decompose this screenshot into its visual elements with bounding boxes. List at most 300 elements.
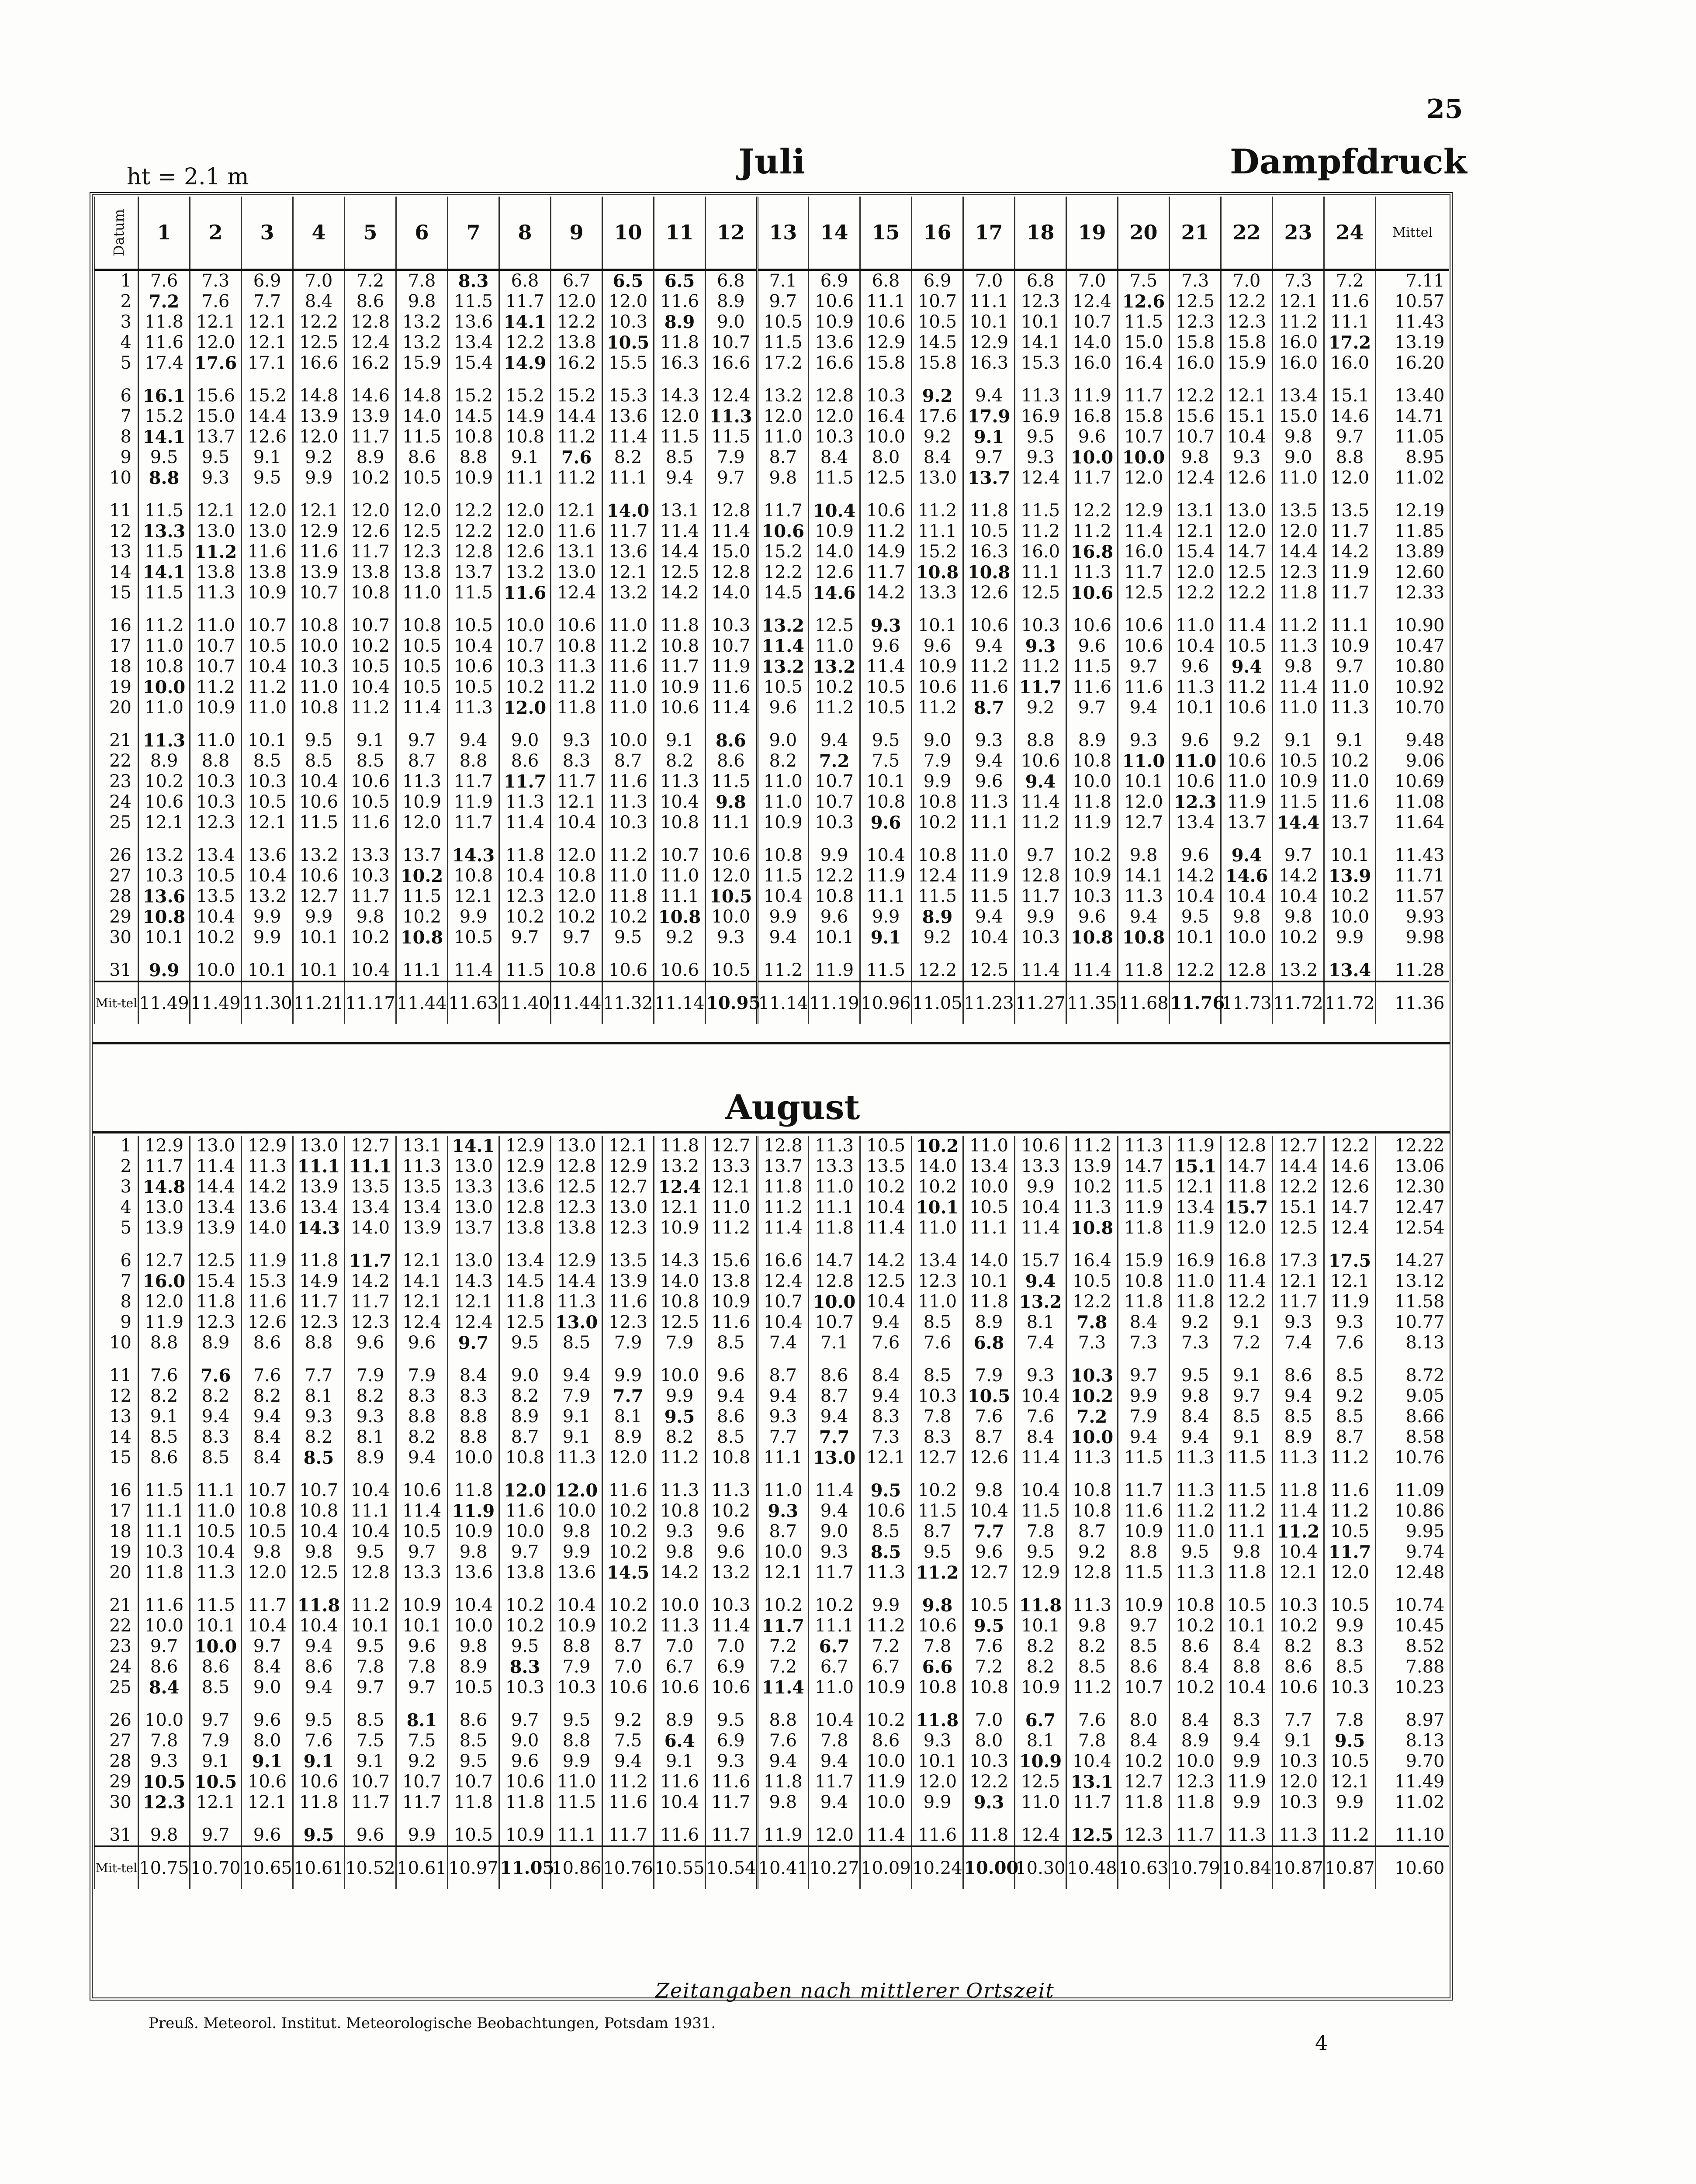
hourly-mean-cell: 11.21 (293, 981, 345, 1024)
day-cell: 19 (95, 1542, 138, 1562)
daily-mean-cell: 12.60 (1376, 562, 1449, 583)
value-cell: 11.3 (1118, 1136, 1170, 1156)
value-cell: 11.5 (1221, 1448, 1273, 1468)
value-cell: 11.4 (1118, 521, 1170, 542)
table-row (95, 792, 1449, 812)
day-cell: 21 (95, 718, 138, 751)
value-cell: 11.9 (1066, 373, 1118, 406)
value-cell: 10.8 (1066, 751, 1118, 771)
hourly-mean-cell: 11.30 (242, 981, 293, 1024)
value-cell: 9.4 (963, 907, 1015, 927)
value-cell: 12.0 (757, 406, 809, 427)
value-cell: 9.7 (1015, 833, 1066, 866)
value-cell: 9.2 (1221, 718, 1273, 751)
value-cell: 15.0 (190, 406, 242, 427)
value-cell: 13.4 (912, 1238, 963, 1271)
hourly-mean-cell: 11.49 (190, 981, 242, 1024)
value-cell: 7.9 (345, 1353, 396, 1386)
value-cell: 13.7 (1324, 812, 1376, 833)
value-cell: 10.3 (138, 1542, 190, 1562)
value-cell: 12.0 (345, 488, 396, 521)
value-cell: 12.2 (551, 312, 602, 332)
value-cell: 8.6 (499, 751, 551, 771)
value-cell: 10.5 (1066, 1271, 1118, 1292)
value-cell: 11.3 (1273, 1448, 1324, 1468)
value-cell: 9.7 (138, 1636, 190, 1657)
value-cell: 11.7 (809, 1562, 860, 1583)
value-cell: 9.0 (242, 1677, 293, 1698)
value-cell: 12.2 (1170, 583, 1221, 603)
value-cell: 10.5 (963, 1386, 1015, 1406)
value-cell: 11.8 (190, 1292, 242, 1312)
value-cell: 11.1 (345, 1501, 396, 1521)
value-cell: 9.4 (757, 1751, 809, 1772)
value-cell: 7.3 (860, 1427, 912, 1448)
value-cell: 12.3 (602, 1218, 654, 1238)
daily-mean-cell: 13.40 (1376, 373, 1449, 406)
august-header-rule (92, 1131, 1450, 1133)
value-cell: 9.9 (1324, 927, 1376, 948)
mittel-header: Mittel (1376, 197, 1449, 270)
hour-header: 17 (963, 197, 1015, 270)
value-cell: 10.2 (345, 927, 396, 948)
value-cell: 10.2 (551, 907, 602, 927)
value-cell: 9.9 (293, 907, 345, 927)
value-cell: 15.3 (1015, 353, 1066, 373)
hour-header: 18 (1015, 197, 1066, 270)
value-cell: 11.7 (706, 1813, 757, 1846)
value-cell: 11.0 (1170, 1271, 1221, 1292)
value-cell: 10.6 (1118, 636, 1170, 657)
value-cell: 9.4 (860, 1386, 912, 1406)
value-cell: 11.2 (1221, 677, 1273, 698)
value-cell: 9.4 (860, 1312, 912, 1333)
value-cell: 8.6 (809, 1353, 860, 1386)
datum-header-label: Datum (110, 209, 127, 256)
value-cell: 11.1 (757, 1448, 809, 1468)
value-cell: 7.7 (602, 1386, 654, 1406)
value-cell: 12.4 (654, 1177, 706, 1197)
value-cell: 14.0 (396, 406, 448, 427)
value-cell: 13.5 (1324, 488, 1376, 521)
value-cell: 12.2 (448, 488, 499, 521)
value-cell: 11.8 (499, 833, 551, 866)
value-cell: 11.8 (293, 1583, 345, 1616)
value-cell: 10.0 (190, 948, 242, 981)
hourly-mean-cell: 11.72 (1273, 981, 1324, 1024)
value-cell: 9.4 (963, 373, 1015, 406)
table-row (95, 771, 1449, 792)
july-table (94, 197, 1449, 1024)
value-cell: 11.9 (1324, 562, 1376, 583)
value-cell: 11.8 (1066, 792, 1118, 812)
value-cell: 10.1 (138, 927, 190, 948)
value-cell: 8.4 (809, 447, 860, 468)
value-cell: 8.6 (706, 751, 757, 771)
value-cell: 11.5 (757, 866, 809, 886)
value-cell: 8.5 (1273, 1406, 1324, 1427)
value-cell: 10.4 (293, 1521, 345, 1542)
value-cell: 9.4 (809, 1406, 860, 1427)
hourly-mean-cell: 10.55 (654, 1846, 706, 1889)
value-cell: 10.5 (345, 657, 396, 677)
value-cell: 10.4 (860, 833, 912, 866)
value-cell: 7.9 (190, 1731, 242, 1751)
value-cell: 13.2 (396, 312, 448, 332)
value-cell: 13.0 (551, 562, 602, 583)
table-row (95, 636, 1449, 657)
value-cell: 7.7 (757, 1427, 809, 1448)
value-cell: 12.2 (448, 521, 499, 542)
table-row (95, 1238, 1449, 1271)
daily-mean-cell: 8.97 (1376, 1698, 1449, 1731)
value-cell: 12.3 (1170, 792, 1221, 812)
hourly-mean-cell: 10.27 (809, 1846, 860, 1889)
value-cell: 13.1 (1170, 488, 1221, 521)
value-cell: 8.5 (190, 1677, 242, 1698)
value-cell: 11.3 (396, 1156, 448, 1177)
daily-mean-cell: 12.33 (1376, 583, 1449, 603)
value-cell: 9.1 (963, 427, 1015, 447)
value-cell: 8.2 (242, 1386, 293, 1406)
hourly-mean-cell: 11.63 (448, 981, 499, 1024)
value-cell: 10.0 (654, 1353, 706, 1386)
table-row (95, 1751, 1449, 1772)
value-cell: 9.4 (190, 1406, 242, 1427)
value-cell: 10.0 (809, 1292, 860, 1312)
value-cell: 11.7 (757, 1616, 809, 1636)
table-row (95, 1772, 1449, 1792)
value-cell: 15.9 (396, 353, 448, 373)
value-cell: 14.1 (138, 427, 190, 447)
value-cell: 12.5 (1118, 583, 1170, 603)
value-cell: 11.7 (499, 771, 551, 792)
value-cell: 15.4 (448, 353, 499, 373)
value-cell: 9.4 (242, 1406, 293, 1427)
value-cell: 12.0 (396, 488, 448, 521)
hour-header: 16 (912, 197, 963, 270)
value-cell: 7.8 (1066, 1731, 1118, 1751)
value-cell: 10.8 (293, 1501, 345, 1521)
value-cell: 11.7 (293, 1292, 345, 1312)
value-cell: 11.5 (706, 427, 757, 447)
table-row (95, 698, 1449, 718)
value-cell: 11.9 (448, 1501, 499, 1521)
value-cell: 10.7 (706, 332, 757, 353)
value-cell: 11.3 (1324, 698, 1376, 718)
value-cell: 11.7 (345, 542, 396, 562)
value-cell: 11.3 (1170, 1468, 1221, 1501)
value-cell: 10.4 (1066, 1751, 1118, 1772)
value-cell: 16.3 (654, 353, 706, 373)
value-cell: 10.3 (138, 866, 190, 886)
value-cell: 7.6 (293, 1731, 345, 1751)
value-cell: 10.8 (654, 1501, 706, 1521)
value-cell: 12.4 (757, 1271, 809, 1292)
value-cell: 8.0 (860, 447, 912, 468)
hourly-mean-cell: 10.48 (1066, 1846, 1118, 1889)
value-cell: 10.2 (757, 1583, 809, 1616)
value-cell: 10.4 (654, 792, 706, 812)
value-cell: 8.8 (551, 1636, 602, 1657)
value-cell: 10.0 (860, 1751, 912, 1772)
value-cell: 11.3 (190, 583, 242, 603)
hour-header: 13 (757, 197, 809, 270)
value-cell: 10.7 (912, 291, 963, 312)
value-cell: 11.7 (138, 1156, 190, 1177)
value-cell: 10.6 (293, 866, 345, 886)
value-cell: 7.5 (860, 751, 912, 771)
value-cell: 7.8 (345, 1657, 396, 1677)
value-cell: 10.5 (860, 1136, 912, 1156)
value-cell: 11.4 (1015, 1448, 1066, 1468)
value-cell: 10.5 (860, 677, 912, 698)
value-cell: 10.8 (396, 927, 448, 948)
value-cell: 9.7 (1324, 657, 1376, 677)
value-cell: 8.4 (242, 1657, 293, 1677)
value-cell: 11.1 (1324, 603, 1376, 636)
value-cell: 9.4 (809, 718, 860, 751)
table-row (95, 1616, 1449, 1636)
value-cell: 11.8 (654, 332, 706, 353)
value-cell: 8.3 (1221, 1698, 1273, 1731)
value-cell: 10.6 (912, 677, 963, 698)
value-cell: 13.2 (757, 603, 809, 636)
value-cell: 11.3 (602, 792, 654, 812)
value-cell: 12.3 (1170, 312, 1221, 332)
daily-mean-cell: 10.74 (1376, 1583, 1449, 1616)
value-cell: 11.0 (1015, 1792, 1066, 1813)
table-row (95, 948, 1449, 981)
value-cell: 10.9 (1066, 866, 1118, 886)
value-cell: 11.3 (860, 1562, 912, 1583)
day-cell: 24 (95, 1657, 138, 1677)
value-cell: 10.5 (757, 312, 809, 332)
value-cell: 8.1 (602, 1406, 654, 1427)
daily-mean-cell: 12.54 (1376, 1218, 1449, 1238)
value-cell: 8.5 (138, 1427, 190, 1448)
value-cell: 9.5 (293, 1813, 345, 1846)
value-cell: 8.3 (551, 751, 602, 771)
value-cell: 13.4 (190, 1197, 242, 1218)
value-cell: 11.9 (860, 866, 912, 886)
value-cell: 9.5 (860, 718, 912, 751)
table-row (95, 886, 1449, 907)
value-cell: 10.6 (1221, 698, 1273, 718)
value-cell: 9.8 (1221, 907, 1273, 927)
value-cell: 12.1 (1273, 1271, 1324, 1292)
value-cell: 10.9 (448, 468, 499, 488)
value-cell: 10.5 (396, 1521, 448, 1542)
value-cell: 13.0 (551, 1136, 602, 1156)
value-cell: 9.6 (396, 1636, 448, 1657)
value-cell: 12.4 (551, 583, 602, 603)
value-cell: 9.7 (190, 1698, 242, 1731)
value-cell: 10.0 (860, 427, 912, 447)
value-cell: 14.7 (1118, 1156, 1170, 1177)
value-cell: 12.2 (912, 948, 963, 981)
value-cell: 13.6 (242, 1197, 293, 1218)
value-cell: 10.5 (963, 1197, 1015, 1218)
value-cell: 7.3 (190, 270, 242, 292)
value-cell: 13.5 (860, 1156, 912, 1177)
value-cell: 17.6 (912, 406, 963, 427)
value-cell: 9.5 (242, 468, 293, 488)
value-cell: 9.7 (1221, 1386, 1273, 1406)
table-row (95, 1468, 1449, 1501)
value-cell: 14.7 (1324, 1197, 1376, 1218)
daily-mean-cell: 7.11 (1376, 270, 1449, 292)
value-cell: 13.4 (1273, 373, 1324, 406)
hourly-mean-cell: 11.44 (396, 981, 448, 1024)
value-cell: 8.5 (1324, 1406, 1376, 1427)
value-cell: 11.0 (1170, 751, 1221, 771)
value-cell: 7.0 (963, 1698, 1015, 1731)
value-cell: 12.1 (448, 886, 499, 907)
value-cell: 12.6 (809, 562, 860, 583)
value-cell: 8.4 (138, 1677, 190, 1698)
value-cell: 15.8 (1221, 332, 1273, 353)
value-cell: 11.0 (1170, 1521, 1221, 1542)
value-cell: 13.9 (396, 1218, 448, 1238)
value-cell: 10.8 (551, 636, 602, 657)
value-cell: 10.9 (1118, 1583, 1170, 1616)
value-cell: 16.0 (1066, 353, 1118, 373)
value-cell: 12.5 (190, 1238, 242, 1271)
value-cell: 11.0 (138, 636, 190, 657)
value-cell: 11.0 (1324, 677, 1376, 698)
value-cell: 13.2 (757, 373, 809, 406)
value-cell: 13.5 (396, 1177, 448, 1197)
value-cell: 6.9 (809, 270, 860, 292)
value-cell: 10.4 (242, 657, 293, 677)
value-cell: 11.5 (1118, 1448, 1170, 1468)
value-cell: 11.7 (1118, 1468, 1170, 1501)
table-row (95, 583, 1449, 603)
value-cell: 11.0 (963, 833, 1015, 866)
daily-mean-cell: 8.95 (1376, 447, 1449, 468)
value-cell: 14.3 (654, 373, 706, 406)
value-cell: 9.9 (757, 907, 809, 927)
value-cell: 11.8 (1170, 1292, 1221, 1312)
value-cell: 13.9 (190, 1218, 242, 1238)
value-cell: 10.6 (242, 1772, 293, 1792)
value-cell: 11.3 (1066, 1583, 1118, 1616)
value-cell: 8.9 (963, 1312, 1015, 1333)
value-cell: 10.7 (293, 583, 345, 603)
value-cell: 15.2 (448, 373, 499, 406)
value-cell: 12.1 (396, 1238, 448, 1271)
value-cell: 11.6 (654, 1772, 706, 1792)
value-cell: 7.6 (190, 291, 242, 312)
value-cell: 9.7 (396, 718, 448, 751)
value-cell: 14.2 (1324, 542, 1376, 562)
value-cell: 9.4 (654, 468, 706, 488)
value-cell: 11.2 (602, 833, 654, 866)
value-cell: 14.4 (654, 542, 706, 562)
value-cell: 10.1 (912, 1197, 963, 1218)
value-cell: 11.3 (1273, 636, 1324, 657)
value-cell: 10.6 (757, 521, 809, 542)
value-cell: 6.5 (602, 270, 654, 292)
value-cell: 8.0 (242, 1731, 293, 1751)
value-cell: 12.9 (499, 1156, 551, 1177)
value-cell: 9.2 (1324, 1386, 1376, 1406)
value-cell: 11.0 (757, 427, 809, 447)
value-cell: 11.0 (190, 603, 242, 636)
value-cell: 11.5 (1066, 657, 1118, 677)
hourly-mean-cell: 11.05 (912, 981, 963, 1024)
value-cell: 12.1 (1324, 1772, 1376, 1792)
value-cell: 10.8 (912, 833, 963, 866)
value-cell: 11.3 (1170, 677, 1221, 698)
value-cell: 8.7 (1066, 1521, 1118, 1542)
value-cell: 13.4 (1170, 812, 1221, 833)
value-cell: 14.6 (1221, 866, 1273, 886)
value-cell: 11.5 (912, 1501, 963, 1521)
value-cell: 10.3 (1066, 1353, 1118, 1386)
table-row (95, 866, 1449, 886)
value-cell: 10.8 (1170, 1583, 1221, 1616)
value-cell: 8.5 (551, 1333, 602, 1353)
day-cell: 21 (95, 1583, 138, 1616)
value-cell: 13.2 (499, 562, 551, 583)
value-cell: 17.5 (1324, 1238, 1376, 1271)
value-cell: 10.8 (396, 603, 448, 636)
value-cell: 9.2 (396, 1751, 448, 1772)
value-cell: 9.1 (654, 718, 706, 751)
value-cell: 8.8 (448, 751, 499, 771)
hourly-mean-cell: 11.72 (1324, 981, 1376, 1024)
value-cell: 10.1 (1170, 927, 1221, 948)
value-cell: 9.8 (963, 1468, 1015, 1501)
value-cell: 8.4 (242, 1448, 293, 1468)
value-cell: 8.8 (1015, 718, 1066, 751)
value-cell: 10.5 (1221, 636, 1273, 657)
value-cell: 9.8 (1273, 427, 1324, 447)
value-cell: 9.5 (293, 718, 345, 751)
value-cell: 9.6 (1066, 427, 1118, 447)
hourly-mean-cell: 10.00 (963, 1846, 1015, 1889)
value-cell: 17.6 (190, 353, 242, 373)
value-cell: 11.4 (1221, 603, 1273, 636)
value-cell: 10.7 (345, 1772, 396, 1792)
value-cell: 7.8 (1066, 1312, 1118, 1333)
value-cell: 11.0 (602, 677, 654, 698)
value-cell: 7.6 (1324, 1333, 1376, 1353)
value-cell: 8.9 (345, 1448, 396, 1468)
value-cell: 10.7 (809, 1312, 860, 1333)
value-cell: 9.4 (448, 718, 499, 751)
value-cell: 13.2 (396, 332, 448, 353)
value-cell: 7.2 (1221, 1333, 1273, 1353)
value-cell: 13.9 (1324, 866, 1376, 886)
value-cell: 10.4 (551, 812, 602, 833)
day-cell: 29 (95, 907, 138, 927)
value-cell: 13.2 (654, 1156, 706, 1177)
value-cell: 10.4 (242, 1616, 293, 1636)
value-cell: 11.5 (551, 1792, 602, 1813)
value-cell: 15.6 (190, 373, 242, 406)
day-cell: 13 (95, 542, 138, 562)
value-cell: 7.3 (1066, 1333, 1118, 1353)
value-cell: 15.5 (602, 353, 654, 373)
table-row (95, 1521, 1449, 1542)
value-cell: 11.6 (499, 583, 551, 603)
value-cell: 10.7 (345, 603, 396, 636)
value-cell: 17.2 (1324, 332, 1376, 353)
day-cell: 15 (95, 1448, 138, 1468)
